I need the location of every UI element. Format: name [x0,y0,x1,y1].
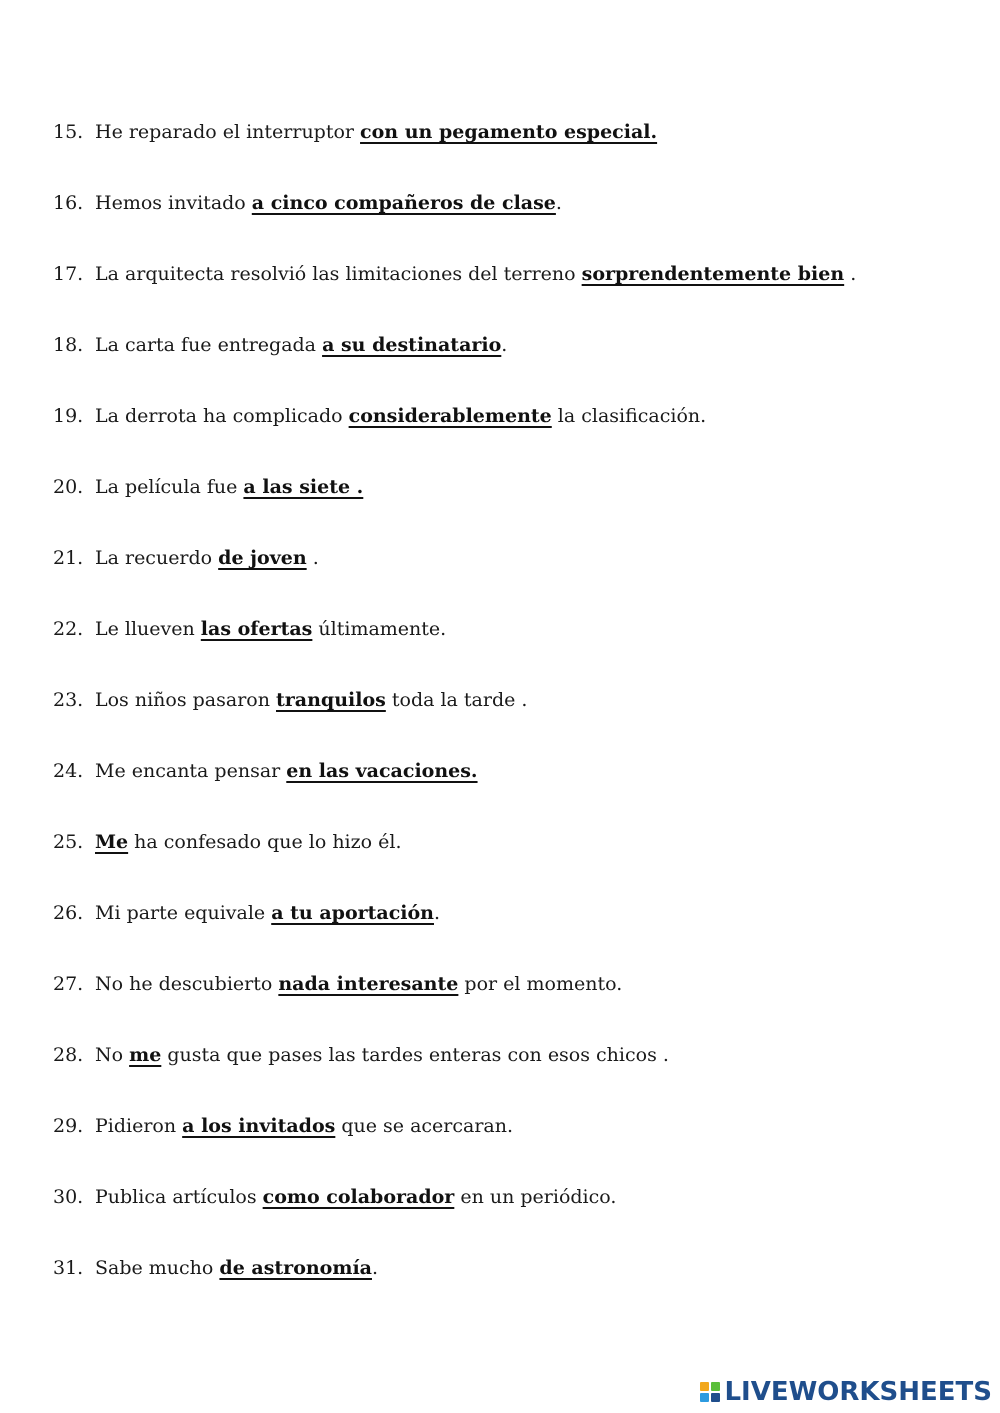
sentence-text: últimamente. [312,618,447,640]
item-number: 26. [53,902,84,924]
sentence-text: . [555,192,562,214]
logo-text: LIVEWORKSHEETS [724,1377,992,1407]
answer-phrase: a las siete . [243,476,364,498]
sentence-text: gusta que pases las tardes enteras con esos chicos . [161,1044,669,1066]
liveworksheets-logo [700,1377,992,1407]
item-number: 31. [53,1257,84,1279]
item-number: 24. [53,760,84,782]
answer-phrase: Me [95,831,129,853]
sentence-31 [53,1251,856,1322]
sentence-21 [53,541,856,612]
logo-mark-icon [700,1382,720,1402]
sentence-text: toda la tarde . [385,689,528,711]
sentence-text: La derrota ha complicado [95,405,349,427]
sentence-23 [53,683,856,754]
answer-phrase: considerablemente [348,405,552,427]
sentence-text: Le llueven [95,618,201,640]
answer-phrase: de astronomía [219,1257,372,1279]
answer-phrase: con un pegamento especial. [360,121,658,143]
sentence-18 [53,328,856,399]
item-number: 19. [53,405,84,427]
sentence-text: He reparado el interruptor [95,121,361,143]
answer-phrase: las ofertas [200,618,313,640]
sentence-28 [53,1038,856,1109]
sentence-15 [53,115,856,186]
item-number: 17. [53,263,84,285]
sentence-16 [53,186,856,257]
sentence-text: Pidieron [95,1115,183,1137]
sentence-text: No he descubierto [95,973,279,995]
item-number: 30. [53,1186,84,1208]
sentence-24 [53,754,856,825]
logo-square [700,1393,709,1402]
sentence-text: . [501,334,508,356]
logo-square [711,1393,720,1402]
answer-phrase: a los invitados [182,1115,336,1137]
sentence-text: La película fue [95,476,244,498]
sentence-text: . [844,263,857,285]
answer-phrase: a cinco compañeros de clase [251,192,556,214]
sentence-17 [53,257,856,328]
answer-phrase: en las vacaciones. [286,760,478,782]
sentence-text: Sabe mucho [95,1257,220,1279]
sentence-text: ha confesado que lo hizo él. [128,831,402,853]
sentence-19 [53,399,856,470]
sentence-25 [53,825,856,896]
sentence-text: Mi parte equivale [95,902,272,924]
sentence-text: No [95,1044,130,1066]
logo-square [700,1382,709,1391]
sentence-20 [53,470,856,541]
item-number: 18. [53,334,84,356]
sentence-text: Me encanta pensar [95,760,287,782]
sentence-text: . [434,902,441,924]
item-number: 22. [53,618,84,640]
sentence-text: Los niños pasaron [95,689,276,711]
logo-square [711,1382,720,1391]
sentence-text: por el momento. [458,973,623,995]
sentence-text: Hemos invitado [95,192,252,214]
sentence-text: la clasificación. [551,405,707,427]
sentence-27 [53,967,856,1038]
sentence-22 [53,612,856,683]
answer-phrase: me [129,1044,162,1066]
item-number: 20. [53,476,84,498]
sentence-text: La recuerdo [95,547,219,569]
answer-phrase: como colaborador [262,1186,455,1208]
answer-phrase: a su destinatario [322,334,502,356]
sentence-26 [53,896,856,967]
answer-phrase: a tu aportación [271,902,434,924]
sentence-text: . [306,547,319,569]
item-number: 28. [53,1044,84,1066]
sentence-29 [53,1109,856,1180]
answer-phrase: de joven [218,547,307,569]
sentence-text: en un periódico. [454,1186,617,1208]
answer-phrase: nada interesante [278,973,459,995]
sentence-list [53,115,856,1322]
answer-phrase: tranquilos [276,689,386,711]
answer-phrase: sorprendentemente bien [581,263,845,285]
sentence-30 [53,1180,856,1251]
item-number: 23. [53,689,84,711]
item-number: 16. [53,192,84,214]
item-number: 25. [53,831,84,853]
item-number: 21. [53,547,84,569]
sentence-text: La arquitecta resolvió las limitaciones del terreno [95,263,582,285]
item-number: 27. [53,973,84,995]
item-number: 15. [53,121,84,143]
sentence-text: Publica artículos [95,1186,263,1208]
sentence-text: . [371,1257,379,1279]
item-number: 29. [53,1115,84,1137]
sentence-text: que se acercaran. [335,1115,514,1137]
sentence-text: La carta fue entregada [95,334,323,356]
